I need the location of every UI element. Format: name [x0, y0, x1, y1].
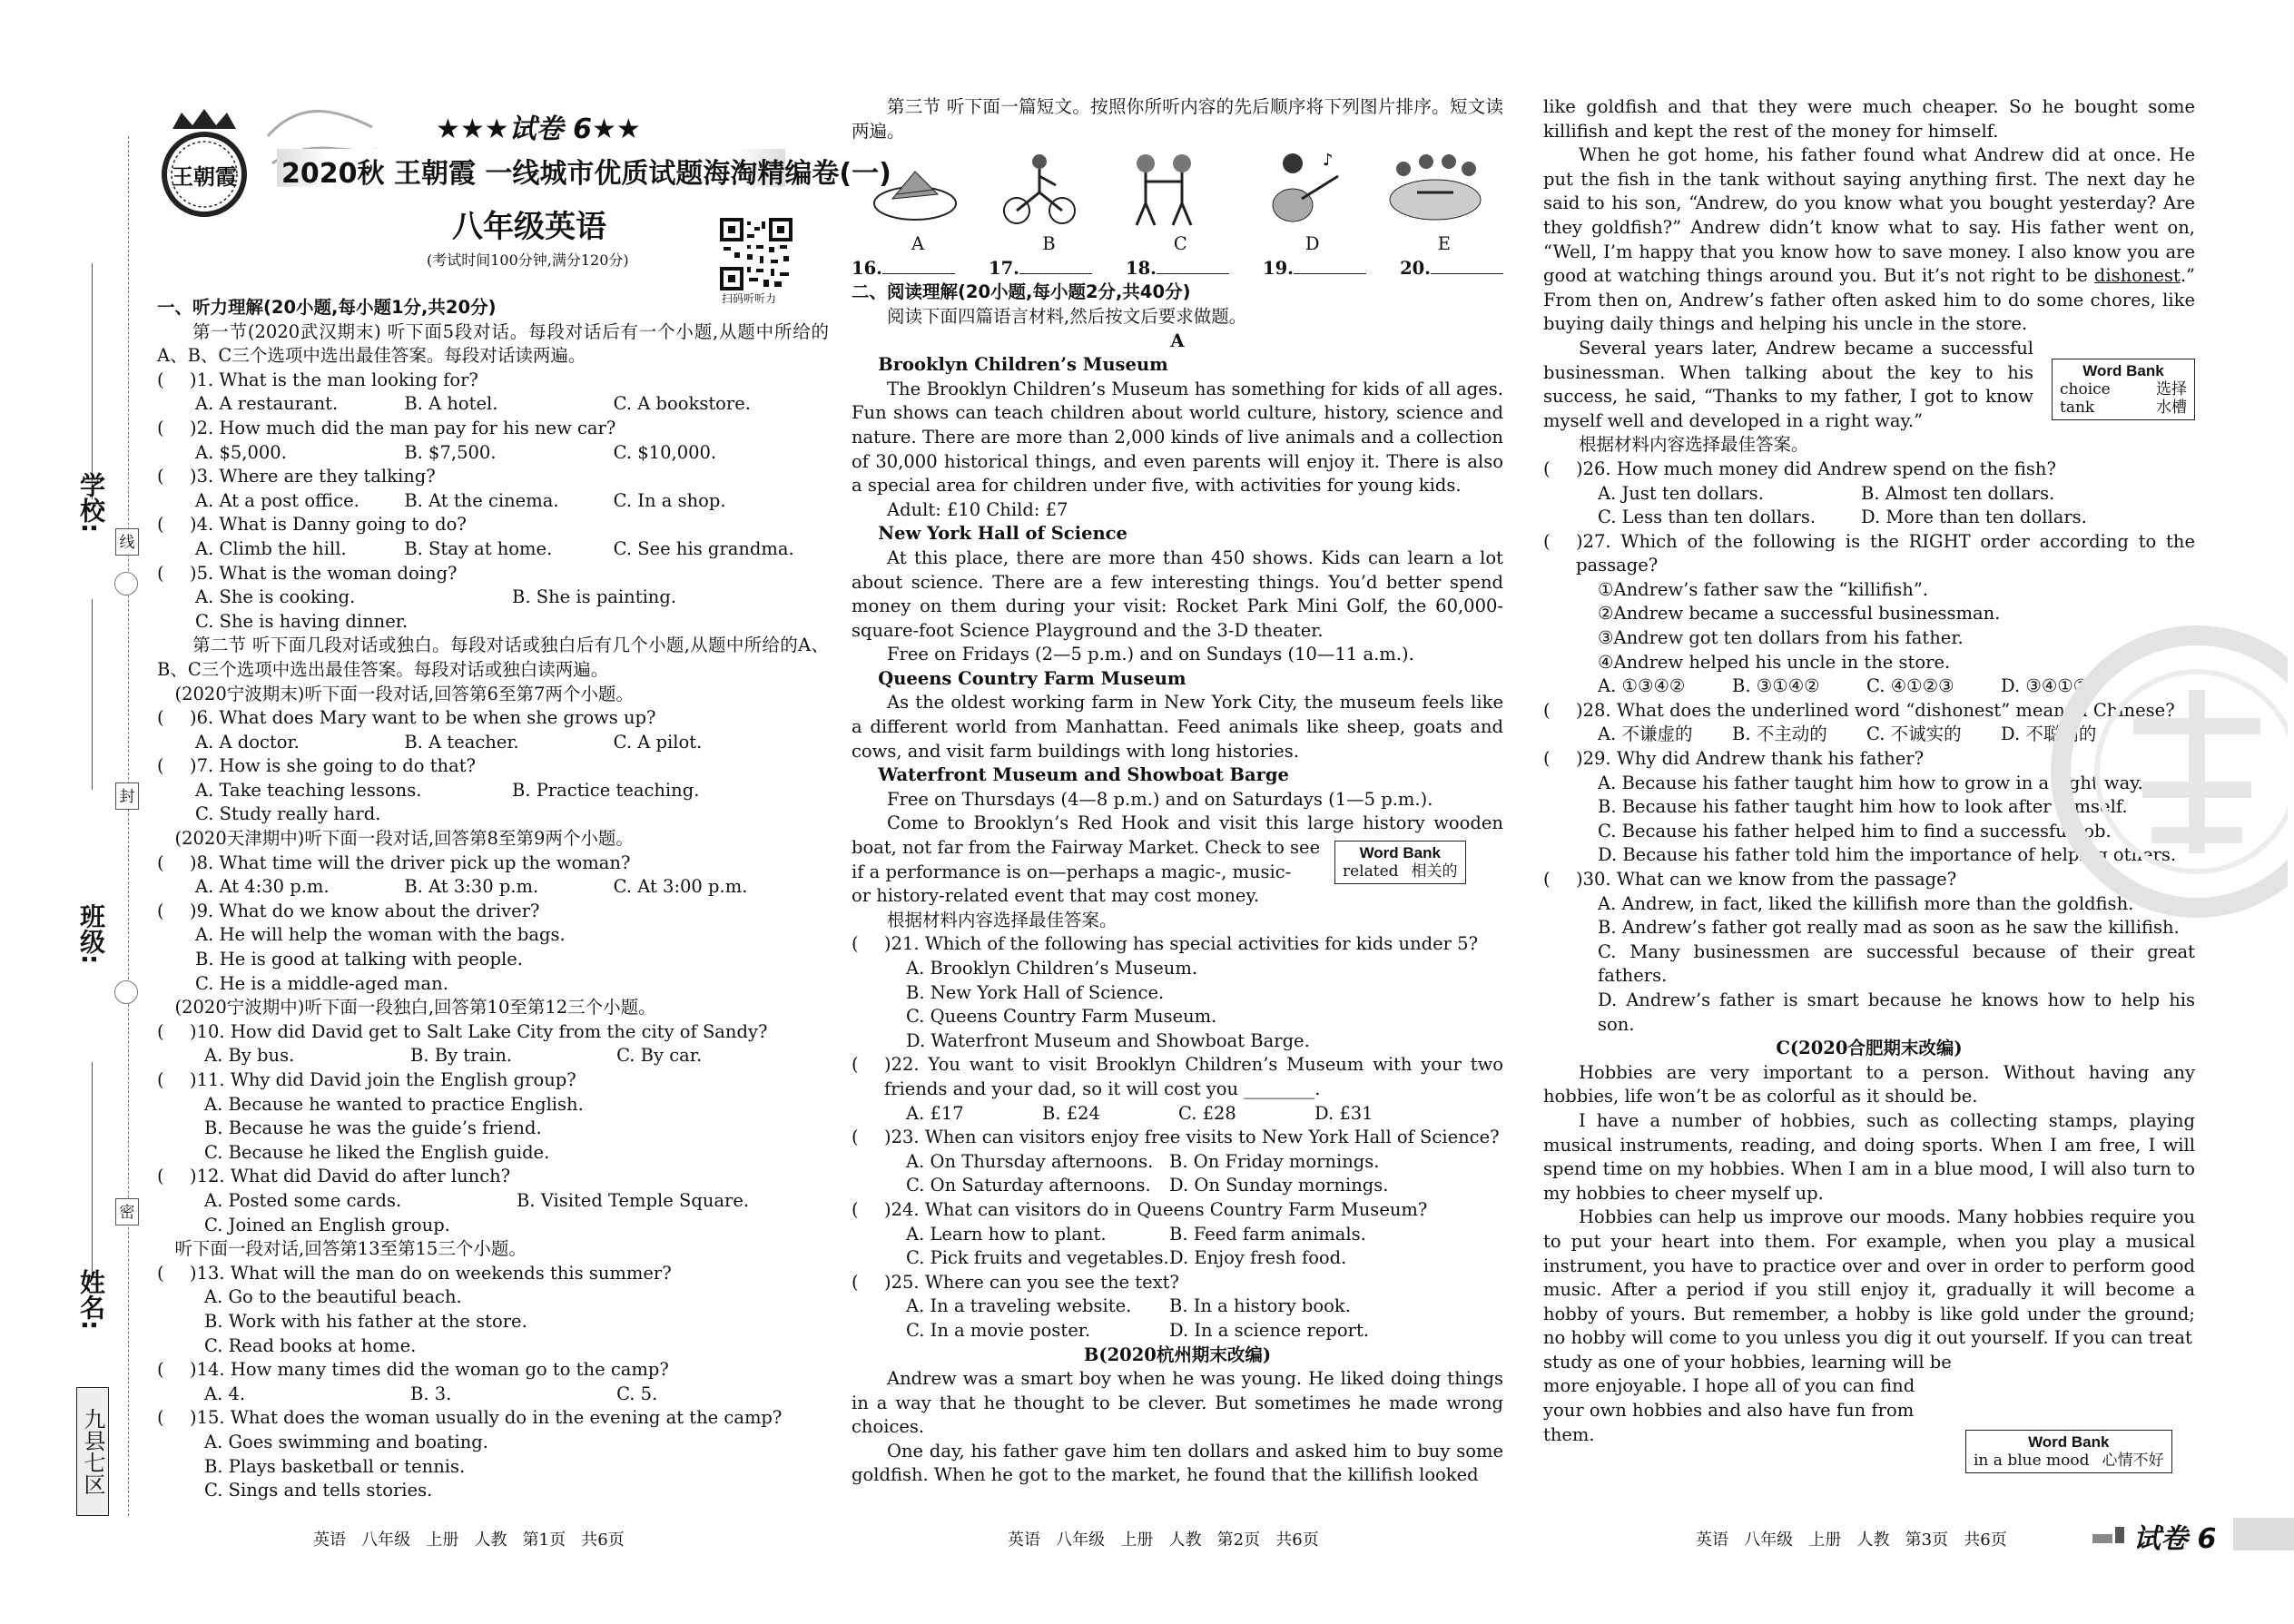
option-a[interactable]: A. By bus. — [204, 1045, 295, 1067]
question-13: ( )13. What will the man do on weekends this summer? A. Go to the beautiful beach. B. Work with his father at the store. C. Read books at home. — [157, 1262, 829, 1358]
blank-number: 18. — [1126, 257, 1157, 279]
question-24: ( )24. What can visitors do in Queens Country Farm Museum? A. Learn how to plant. B. Feed farm animals. C. Pick fruits and vegetables. D. Enjoy fresh food. — [852, 1198, 1503, 1271]
option-a[interactable]: A. At a post office. — [195, 489, 359, 511]
passage-paragraph: Hobbies are very important to a person. Without having any hobbies, life won’t be as colorful as it should be. — [1543, 1061, 2195, 1107]
question-14: ( )14. How many times did the woman go to the camp? A. 4. B. 3. C. 5. — [157, 1358, 829, 1406]
picture-c-icon — [1118, 149, 1209, 229]
option-c[interactable]: C. Joined an English group. — [204, 1214, 450, 1235]
option-a[interactable]: A. Learn how to plant. — [906, 1223, 1107, 1245]
question-stem: )5. What is the woman doing? — [190, 562, 458, 584]
word-bank-title: Word Bank — [2082, 362, 2164, 379]
option-d[interactable]: D. Enjoy fresh food. — [1169, 1247, 1347, 1269]
passage-text: .” From then on, Andrew’s father often asked him to do some chores, like buying daily things and helping his uncle in the store. — [1543, 265, 2196, 335]
option-b[interactable]: B. A hotel. — [404, 393, 498, 415]
word-bank-meaning: 水槽 — [2156, 399, 2187, 417]
binding-line — [92, 263, 93, 499]
option-b[interactable]: B. Because his father taught him how to look after himself. — [1598, 796, 2128, 818]
option-b[interactable]: B. In a history book. — [1169, 1295, 1351, 1317]
option-a[interactable]: A. Because his father taught him how to grow in a right way. — [1598, 772, 2143, 793]
option-b[interactable]: B. By train. — [410, 1045, 513, 1067]
option-c[interactable]: C. Many businessmen are successful because of their great fathers. — [1598, 940, 2195, 987]
option-c[interactable]: C. In a movie poster. — [906, 1319, 1091, 1341]
question-11: ( )11. Why did David join the English group? A. Because he wanted to practice English. B. Because he was the guide’s friend. C. Because he liked the English guide. — [157, 1068, 829, 1165]
name-label: 姓名: — [76, 1269, 106, 1331]
option-c[interactable]: C. Because he liked the English guide. — [204, 1141, 550, 1163]
option-c[interactable]: C. 5. — [616, 1383, 658, 1404]
paper-tag-footer: 试卷 6 — [2133, 1523, 2217, 1555]
option-b[interactable]: B. On Friday mornings. — [1169, 1150, 1380, 1172]
question-26: ( )26. How much money did Andrew spend on the fish? A. Just ten dollars. B. Almost ten dollars. C. Less than ten dollars. D. More than ten dollars. — [1543, 458, 2195, 530]
passage-label: B(2020杭州期末改编) — [1083, 1343, 1272, 1365]
instruction: 根据材料内容选择最佳答案。 — [887, 909, 1117, 930]
blank-number: 20. — [1400, 257, 1431, 279]
question-29: ( )29. Why did Andrew thank his father? A. Because his father taught him how to grow in a right way. B. Because his father taught him how to look after himself. C. Because his father helped him to find a successful job. D. Because his father told him the importance of helping others. — [1543, 747, 2195, 868]
question-27: ( )27. Which of the following is the RIGHT order according to the passage? ①Andrew’s father saw the “killifish”. ②Andrew became a successful businessman. ③Andrew got ten dollars from his father. ④Andrew helped his uncle in the store. A. ①③④② B. ③①④② C. ④①②③ D. ③④①② — [1543, 530, 2195, 699]
question-6: ( )6. What does Mary want to be when she grows up? A. A doctor. B. A teacher. C. A pilot. — [157, 706, 829, 754]
word-bank-word: related — [1343, 862, 1399, 881]
question-stem: )28. What does the underlined word “dishonest” mean in Chinese? — [1576, 699, 2175, 721]
page-footer: 英语 八年级 上册 人教 第1页 共6页 — [313, 1530, 625, 1550]
page-footer: 英语 八年级 上册 人教 第3页 共6页 — [1696, 1530, 2007, 1550]
answer-blanks — [852, 257, 1503, 281]
museum-title: Queens Country Farm Museum — [878, 667, 1186, 689]
question-stem: )15. What does the woman usually do in the evening at the camp? — [190, 1407, 783, 1429]
underlined-word: dishonest — [2093, 265, 2181, 287]
school-label: 学校: — [76, 472, 106, 534]
blank-number: 17. — [989, 257, 1019, 279]
option-b[interactable]: B. $7,500. — [404, 441, 497, 463]
passage-text: When he got home, his father found what Andrew did at once. He put the fish in the tank without saying anything first. The next day he said to his son, “Andrew, do you know what you bought yesterday? Are they goldfish?” Andrew didn’t know what to say. His father went on, “Well, I’m happy that you know how to save money. I also know you are good at watching things around you. But it’s not right to be — [1543, 144, 2195, 287]
question-8: ( )8. What time will the driver pick up the woman? A. At 4:30 p.m. B. At 3:30 p.m. C. At 3:00 p.m. — [157, 851, 829, 900]
option-c[interactable]: C. Read books at home. — [204, 1334, 417, 1356]
order-item: ④Andrew helped his uncle in the store. — [1598, 651, 1951, 673]
passage-paragraph: study as one of your hobbies, learning will be more enjoyable. I hope all of you can find your own hobbies and also have fun from them. — [1543, 1351, 1952, 1445]
option-a[interactable]: A. Just ten dollars. — [1598, 482, 1764, 504]
passage-label: C(2020合肥期末改编) — [1776, 1038, 1963, 1059]
option-d[interactable]: D. On Sunday mornings. — [1169, 1175, 1389, 1196]
option-a[interactable]: A. Take teaching lessons. — [195, 779, 422, 801]
option-a[interactable]: A. Brooklyn Children’s Museum. — [906, 958, 1198, 979]
qr-caption: 扫码听听力 — [722, 292, 777, 305]
question-stem: )24. What can visitors do in Queens Country Farm Museum? — [884, 1198, 1428, 1220]
museum-title: New York Hall of Science — [878, 523, 1127, 545]
picture-label: A — [911, 233, 925, 255]
question-stem: )12. What did David do after lunch? — [190, 1166, 511, 1187]
paper-tag-text: 试卷 6 — [508, 113, 593, 145]
option-c[interactable]: C. A pilot. — [613, 731, 703, 753]
picture-row — [852, 143, 1503, 232]
option-a[interactable]: A. Climb the hill. — [195, 537, 347, 559]
group-intro: (2020宁波期中)听下面一段独白,回答第10至第12三个小题。 — [174, 997, 656, 1019]
option-b[interactable]: B. Almost ten dollars. — [1861, 482, 2055, 504]
option-b[interactable]: B. At the cinema. — [404, 489, 559, 511]
option-c[interactable]: C. On Saturday afternoons. — [906, 1175, 1151, 1196]
group-intro: (2020天津期中)听下面一段对话,回答第8至第9两个小题。 — [174, 828, 634, 850]
order-item: ③Andrew got ten dollars from his father. — [1598, 627, 1964, 649]
option-a[interactable]: A. ①③④② — [1598, 675, 1686, 697]
order-item: ①Andrew’s father saw the “killifish”. — [1598, 578, 1928, 600]
paper-tag: ★★★试卷 6★★ — [436, 113, 641, 145]
word-bank-word: in a blue mood — [1974, 1452, 2090, 1470]
option-a[interactable]: A. 4. — [204, 1383, 246, 1404]
question-10: ( )10. How did David get to Salt Lake City from the city of Sandy? A. By bus. B. By train. C. By car. — [157, 1020, 829, 1068]
question-stem: )2. How much did the man pay for his new car? — [190, 417, 616, 438]
passage-paragraph: Hobbies can help us improve our moods. Many hobbies require you to put your heart into them. For example, when you play a musical instrument, you have to practice over and over in order to perform good music. After a period if you still enjoy it, gradually it will become a hobby of yours. But remember, a hobby is like gold under the ground; no hobby will come to you unless you dig it out yourself. If you can treat — [1543, 1206, 2195, 1349]
answer-blank[interactable] — [882, 273, 955, 274]
picture-label: E — [1437, 233, 1451, 255]
word-bank-meaning: 相关的 — [1411, 862, 1458, 881]
picture-label: D — [1305, 233, 1320, 255]
question-30: ( )30. What can we know from the passage? A. Andrew, in fact, liked the killifish more than the goldfish. B. Andrew’s father got really mad as soon as he saw the killifish. C. Many businessmen are successful because of their great fathers. D. Andrew’s father is smart because he knows how to help his son. — [1543, 868, 2195, 1037]
museum-free-time: Free on Thursdays (4—8 p.m.) and on Saturdays (1—5 p.m.). — [887, 788, 1433, 810]
option-b[interactable]: B. Andrew’s father got really mad as soon as he saw the killifish. — [1598, 917, 2180, 939]
option-c[interactable]: C. He is a middle-aged man. — [195, 972, 448, 994]
class-label: 班级: — [76, 903, 106, 965]
question-stem: )11. Why did David join the English group? — [190, 1069, 576, 1090]
question-9: ( )9. What do we know about the driver? A. He will help the woman with the bags. B. He is good at talking with people. C. He is a middle-aged man. — [157, 900, 829, 996]
section-intro: 阅读下面四篇语言材料,然后按文后要求做题。 — [887, 305, 1247, 327]
passage-paragraph — [1543, 143, 2195, 337]
order-item: ②Andrew became a successful businessman. — [1598, 603, 2001, 625]
seal-char: 封 — [115, 782, 139, 810]
option-c[interactable]: C. ④①②③ — [1866, 675, 1954, 697]
option-c[interactable]: C. Queens Country Farm Museum. — [906, 1006, 1217, 1028]
passage-paragraph: like goldfish and that they were much cheaper. So he bought some killifish and kept the rest of the money for himself. — [1543, 96, 2195, 142]
option-b[interactable]: B. Plays basketball or tennis. — [204, 1455, 466, 1477]
picture-labels — [852, 232, 1503, 257]
option-a[interactable]: A. Go to the beautiful beach. — [204, 1286, 462, 1308]
passage-paragraph: Several years later, Andrew became a successful businessman. When talking about the key to his success, he said, “Thanks to my father, I got to know myself well and developed in a right way.” — [1543, 337, 2033, 431]
question-stem: )25. Where can you see the text? — [884, 1271, 1179, 1293]
word-bank-title: Word Bank — [1359, 844, 1441, 861]
answer-blank[interactable] — [1019, 273, 1092, 274]
picture-label: C — [1173, 233, 1187, 255]
option-c[interactable]: C. She is having dinner. — [195, 610, 409, 632]
option-d[interactable]: D. £31 — [1314, 1102, 1373, 1124]
option-a[interactable]: A. In a traveling website. — [906, 1295, 1132, 1317]
option-b[interactable]: B. Work with his father at the store. — [204, 1310, 527, 1332]
museum-title: Brooklyn Children’s Museum — [878, 354, 1168, 376]
picture-label: B — [1042, 233, 1056, 255]
picture-e-icon — [1385, 149, 1485, 229]
picture-d-icon — [1252, 149, 1343, 229]
question-stem: )26. How much money did Andrew spend on the fish? — [1576, 458, 2056, 479]
question-25: ( )25. Where can you see the text? A. In a traveling website. B. In a history book. C. In a movie poster. D. In a science report. — [852, 1271, 1503, 1343]
seal-char: 线 — [115, 528, 139, 556]
exam-info: (考试时间100分钟,满分120分) — [427, 251, 629, 269]
option-b[interactable]: B. 3. — [410, 1383, 452, 1404]
option-a[interactable]: A. $5,000. — [195, 441, 287, 463]
option-d[interactable]: D. More than ten dollars. — [1861, 507, 2087, 528]
option-c[interactable]: C. Pick fruits and vegetables. — [906, 1247, 1169, 1269]
question-12: ( )12. What did David do after lunch? A. Posted some cards. B. Visited Temple Square. C. Joined an English group. — [157, 1165, 829, 1237]
blank-number: 16. — [852, 257, 882, 279]
option-b[interactable]: B. 不主动的 — [1732, 723, 1827, 745]
binding-line — [92, 599, 93, 790]
option-b[interactable]: B. She is painting. — [512, 586, 677, 608]
column-1 — [157, 296, 829, 1503]
answer-blank[interactable] — [1431, 273, 1503, 274]
option-d[interactable]: D. 不聪明的 — [2001, 723, 2097, 745]
museum-text: At this place, there are more than 450 shows. Kids can learn a lot about science. There are a few interesting things. You’d better spend money on them during your visit: Rocket Park Mini Golf, the 60,000-square-foot Science Playground and the 3-D theater. — [852, 546, 1503, 641]
word-bank-word: choice — [2060, 380, 2111, 399]
option-c[interactable]: C. $10,000. — [613, 441, 717, 463]
option-c[interactable]: C. Study really hard. — [195, 803, 381, 825]
option-d[interactable]: D. Waterfront Museum and Showboat Barge. — [906, 1029, 1310, 1051]
word-bank — [1334, 841, 1466, 884]
question-stem: )1. What is the man looking for? — [190, 369, 478, 390]
group-intro: 听下面一段对话,回答第13至第15三个小题。 — [174, 1238, 527, 1260]
subject-title: 八年级英语 — [452, 209, 606, 245]
question-28: ( )28. What does the underlined word “dishonest” mean in Chinese? A. 不谦虚的 B. 不主动的 C. 不诚实的 D. 不聪明的 — [1543, 699, 2195, 747]
option-b[interactable]: B. At 3:30 p.m. — [404, 876, 539, 898]
group-intro: (2020宁波期末)听下面一段对话,回答第6至第7两个小题。 — [174, 683, 634, 704]
option-b[interactable]: B. Practice teaching. — [512, 779, 700, 801]
question-stem: )21. Which of the following has special activities for kids under 5? — [884, 933, 1479, 955]
option-d[interactable]: D. In a science report. — [1169, 1319, 1369, 1341]
instruction: 根据材料内容选择最佳答案。 — [1579, 434, 1809, 456]
question-stem: )9. What do we know about the driver? — [190, 900, 540, 921]
option-c[interactable]: C. Less than ten dollars. — [1598, 507, 1816, 528]
word-bank-word: tank — [2060, 399, 2095, 417]
option-d[interactable]: D. Because his father told him the importance of helping others. — [1598, 844, 2177, 866]
option-c[interactable]: C. A bookstore. — [613, 393, 751, 415]
svg-text:♪: ♪ — [1323, 151, 1334, 171]
binding-hole-icon — [114, 572, 138, 595]
question-stem: )29. Why did Andrew thank his father? — [1576, 748, 1925, 770]
question-1: ( )1. What is the man looking for? A. A restaurant. B. A hotel. C. A bookstore. — [157, 369, 829, 417]
passage-paragraph: Andrew was a smart boy when he was young. He liked doing things in a way that he thought to be clever. But sometimes he made wrong choices. — [852, 1368, 1503, 1438]
museum-text: As the oldest working farm in New York City, the museum feels like a different world from Manhattan. Feed animals like sheep, goats and cows, and visit farm buildings with long histories. — [852, 692, 1503, 762]
option-a[interactable]: A. Andrew, in fact, liked the killifish more than the goldfish. — [1598, 892, 2134, 914]
question-2: ( )2. How much did the man pay for his new car? A. $5,000. B. $7,500. C. $10,000. — [157, 417, 829, 465]
word-bank — [1965, 1430, 2172, 1473]
passage-paragraph: One day, his father gave him ten dollars and asked him to buy some goldfish. When he got to the market, he found that the killifish looked — [852, 1440, 1503, 1486]
question-stem: )10. How did David get to Salt Lake City from the city of Sandy? — [190, 1020, 768, 1042]
picture-b-icon — [1003, 149, 1076, 229]
option-a[interactable]: A. A restaurant. — [195, 393, 339, 415]
option-b[interactable]: B. Stay at home. — [404, 537, 553, 559]
option-b[interactable]: B. ③①④② — [1732, 675, 1820, 697]
option-a[interactable]: A. Because he wanted to practice English. — [204, 1093, 584, 1115]
blank-number: 19. — [1263, 257, 1294, 279]
option-d[interactable]: D. ③④①② — [2001, 675, 2090, 697]
section-title: 一、听力理解(20小题,每小题1分,共20分) — [157, 297, 497, 318]
option-b[interactable]: B. Visited Temple Square. — [517, 1189, 750, 1211]
region-box: 九县七区 — [76, 1387, 109, 1516]
option-a[interactable]: A. £17 — [906, 1102, 964, 1124]
answer-blank[interactable] — [1294, 273, 1366, 274]
option-b[interactable]: B. A teacher. — [404, 731, 519, 753]
option-b[interactable]: B. £24 — [1042, 1102, 1100, 1124]
option-d[interactable]: D. Andrew’s father is smart because he knows how to help his son. — [1598, 989, 2195, 1035]
binding-hole-icon — [114, 980, 138, 1004]
question-23: ( )23. When can visitors enjoy free visits to New York Hall of Science? A. On Thursday afternoons. B. On Friday mornings. C. On Saturday afternoons. D. On Sunday mornings. — [852, 1126, 1503, 1198]
option-a[interactable]: A. 不谦虚的 — [1598, 723, 1693, 745]
word-bank-meaning: 心情不好 — [2102, 1452, 2164, 1470]
option-c[interactable]: C. See his grandma. — [613, 537, 794, 559]
picture-a-icon — [870, 149, 960, 229]
museum-text: Come to Brooklyn’s Red Hook and visit this large history wooden boat, not far from the Fairway Market. Check to see — [852, 812, 1503, 859]
question-stem: )7. How is she going to do that? — [190, 755, 476, 777]
option-c[interactable]: C. £28 — [1178, 1102, 1236, 1124]
question-4: ( )4. What is Danny going to do? A. Climb the hill. B. Stay at home. C. See his grandma. — [157, 513, 829, 561]
word-bank-meaning: 选择 — [2156, 380, 2187, 399]
question-stem: )3. Where are they talking? — [190, 466, 436, 487]
column-2 — [852, 95, 1503, 1488]
option-b[interactable]: B. Because he was the guide’s friend. — [204, 1117, 542, 1139]
option-c[interactable]: C. By car. — [616, 1045, 703, 1067]
seal-char: 密 — [115, 1198, 139, 1225]
question-stem: )8. What time will the driver pick up the woman? — [190, 851, 631, 873]
question-stem: )22. You want to visit Brooklyn Children’s Museum with your two friends and your dad, so it will cost you ________. — [884, 1054, 1503, 1099]
option-c[interactable]: C. In a shop. — [613, 489, 726, 511]
section-title: 二、阅读理解(20小题,每小题2分,共40分) — [852, 281, 1191, 303]
option-c[interactable]: C. At 3:00 p.m. — [613, 876, 748, 898]
word-bank — [2052, 359, 2195, 420]
option-c[interactable]: C. Because his father helped him to find a successful job. — [1598, 820, 2112, 842]
part-intro: 第一节(2020武汉期末) 听下面5段对话。每段对话后有一个小题,从题中所给的A、B、C三个选项中选出最佳答案。每段对话读两遍。 — [157, 320, 829, 367]
museum-text: if a performance is on—perhaps a magic-, music- or history-related event that may cost money. — [852, 861, 1292, 907]
museum-free-time: Free on Fridays (2—5 p.m.) and on Sundays (10—11 a.m.). — [887, 644, 1414, 665]
museum-title: Waterfront Museum and Showboat Barge — [878, 764, 1289, 786]
binding-line — [92, 1062, 93, 1271]
passage-label: A — [1170, 330, 1185, 351]
question-7: ( )7. How is she going to do that? A. Take teaching lessons. B. Practice teaching. C. Study really hard. — [157, 754, 829, 827]
question-stem: )27. Which of the following is the RIGHT order according to the passage? — [1576, 530, 2195, 576]
museum-price: Adult: £10 Child: £7 — [887, 498, 1068, 520]
question-stem: )30. What can we know from the passage? — [1576, 869, 1957, 890]
option-b[interactable]: B. He is good at talking with people. — [195, 949, 523, 970]
question-stem: )14. How many times did the woman go to the camp? — [190, 1359, 669, 1381]
question-stem: )6. What does Mary want to be when she grows up? — [190, 707, 656, 729]
question-3: ( )3. Where are they talking? A. At a post office. B. At the cinema. C. In a shop. — [157, 465, 829, 513]
watermark-seal-icon — [2033, 581, 2288, 962]
option-a[interactable]: A. He will help the woman with the bags. — [195, 924, 566, 946]
passage-paragraph: I have a number of hobbies, such as collecting stamps, playing musical instruments, reading, and doing sports. When I am free, I will spend time on my hobbies. When I am in a blue mood, I will also turn to my hobbies to cheer myself up. — [1543, 1109, 2195, 1204]
option-a[interactable]: A. She is cooking. — [195, 586, 356, 608]
page-footer: 英语 八年级 上册 人教 第2页 共6页 — [1008, 1530, 1319, 1550]
option-a[interactable]: A. A doctor. — [195, 731, 300, 753]
question-15: ( )15. What does the woman usually do in the evening at the camp? A. Goes swimming and boating. B. Plays basketball or tennis. C. Sings and tells stories. — [157, 1406, 829, 1502]
cut-line — [128, 136, 129, 1516]
answer-blank[interactable] — [1157, 273, 1229, 274]
series-title: 2020秋 王朝霞 一线城市优质试题海淘精编卷(一) — [281, 158, 891, 190]
option-c[interactable]: C. Sings and tells stories. — [204, 1480, 433, 1501]
museum-text: The Brooklyn Children’s Museum has something for kids of all ages. Fun shows can teach children about world culture, history, science and nature. There are more than 2,000 kinds of live animals and a collection of 30,000 historical things, and even parents will enjoy it. There is also a special area for children under five, with activities for young kids. — [852, 378, 1503, 497]
option-a[interactable]: A. Posted some cards. — [204, 1189, 402, 1211]
question-stem: )23. When can visitors enjoy free visits to New York Hall of Science? — [884, 1127, 1500, 1148]
part-intro: 第二节 听下面几段对话或独白。每段对话或独白后有几个小题,从题中所给的A、B、C三个选项中选出最佳答案。每段对话或独白读两遍。 — [157, 635, 829, 680]
question-5: ( )5. What is the woman doing? A. She is cooking. B. She is painting. C. She is having dinner. — [157, 562, 829, 635]
qr-code-icon — [720, 218, 793, 290]
question-22: ( )22. You want to visit Brooklyn Children’s Museum with your two friends and your dad, so it will cost you ________. A. £17 B. £24 C. £28 D. £31 — [852, 1053, 1503, 1126]
option-a[interactable]: A. On Thursday afternoons. — [906, 1150, 1154, 1172]
question-stem: )4. What is Danny going to do? — [190, 514, 467, 536]
brand-name: 王朝霞 — [172, 163, 237, 190]
option-a[interactable]: A. At 4:30 p.m. — [195, 876, 330, 898]
question-stem: )13. What will the man do on weekends this summer? — [190, 1262, 672, 1284]
word-bank-title: Word Bank — [2028, 1433, 2110, 1451]
option-c[interactable]: C. 不诚实的 — [1866, 723, 1962, 745]
option-a[interactable]: A. Goes swimming and boating. — [204, 1431, 488, 1452]
part-intro: 第三节 听下面一篇短文。按照你所听内容的先后顺序将下列图片排序。短文读两遍。 — [852, 96, 1503, 142]
option-b[interactable]: B. New York Hall of Science. — [906, 981, 1165, 1003]
question-21: ( )21. Which of the following has special activities for kids under 5? A. Brooklyn Children’s Museum. B. New York Hall of Science. C. Queens Country Farm Museum. D. Waterfront Museum and Showboat Barge. — [852, 932, 1503, 1053]
option-b[interactable]: B. Feed farm animals. — [1169, 1223, 1366, 1245]
